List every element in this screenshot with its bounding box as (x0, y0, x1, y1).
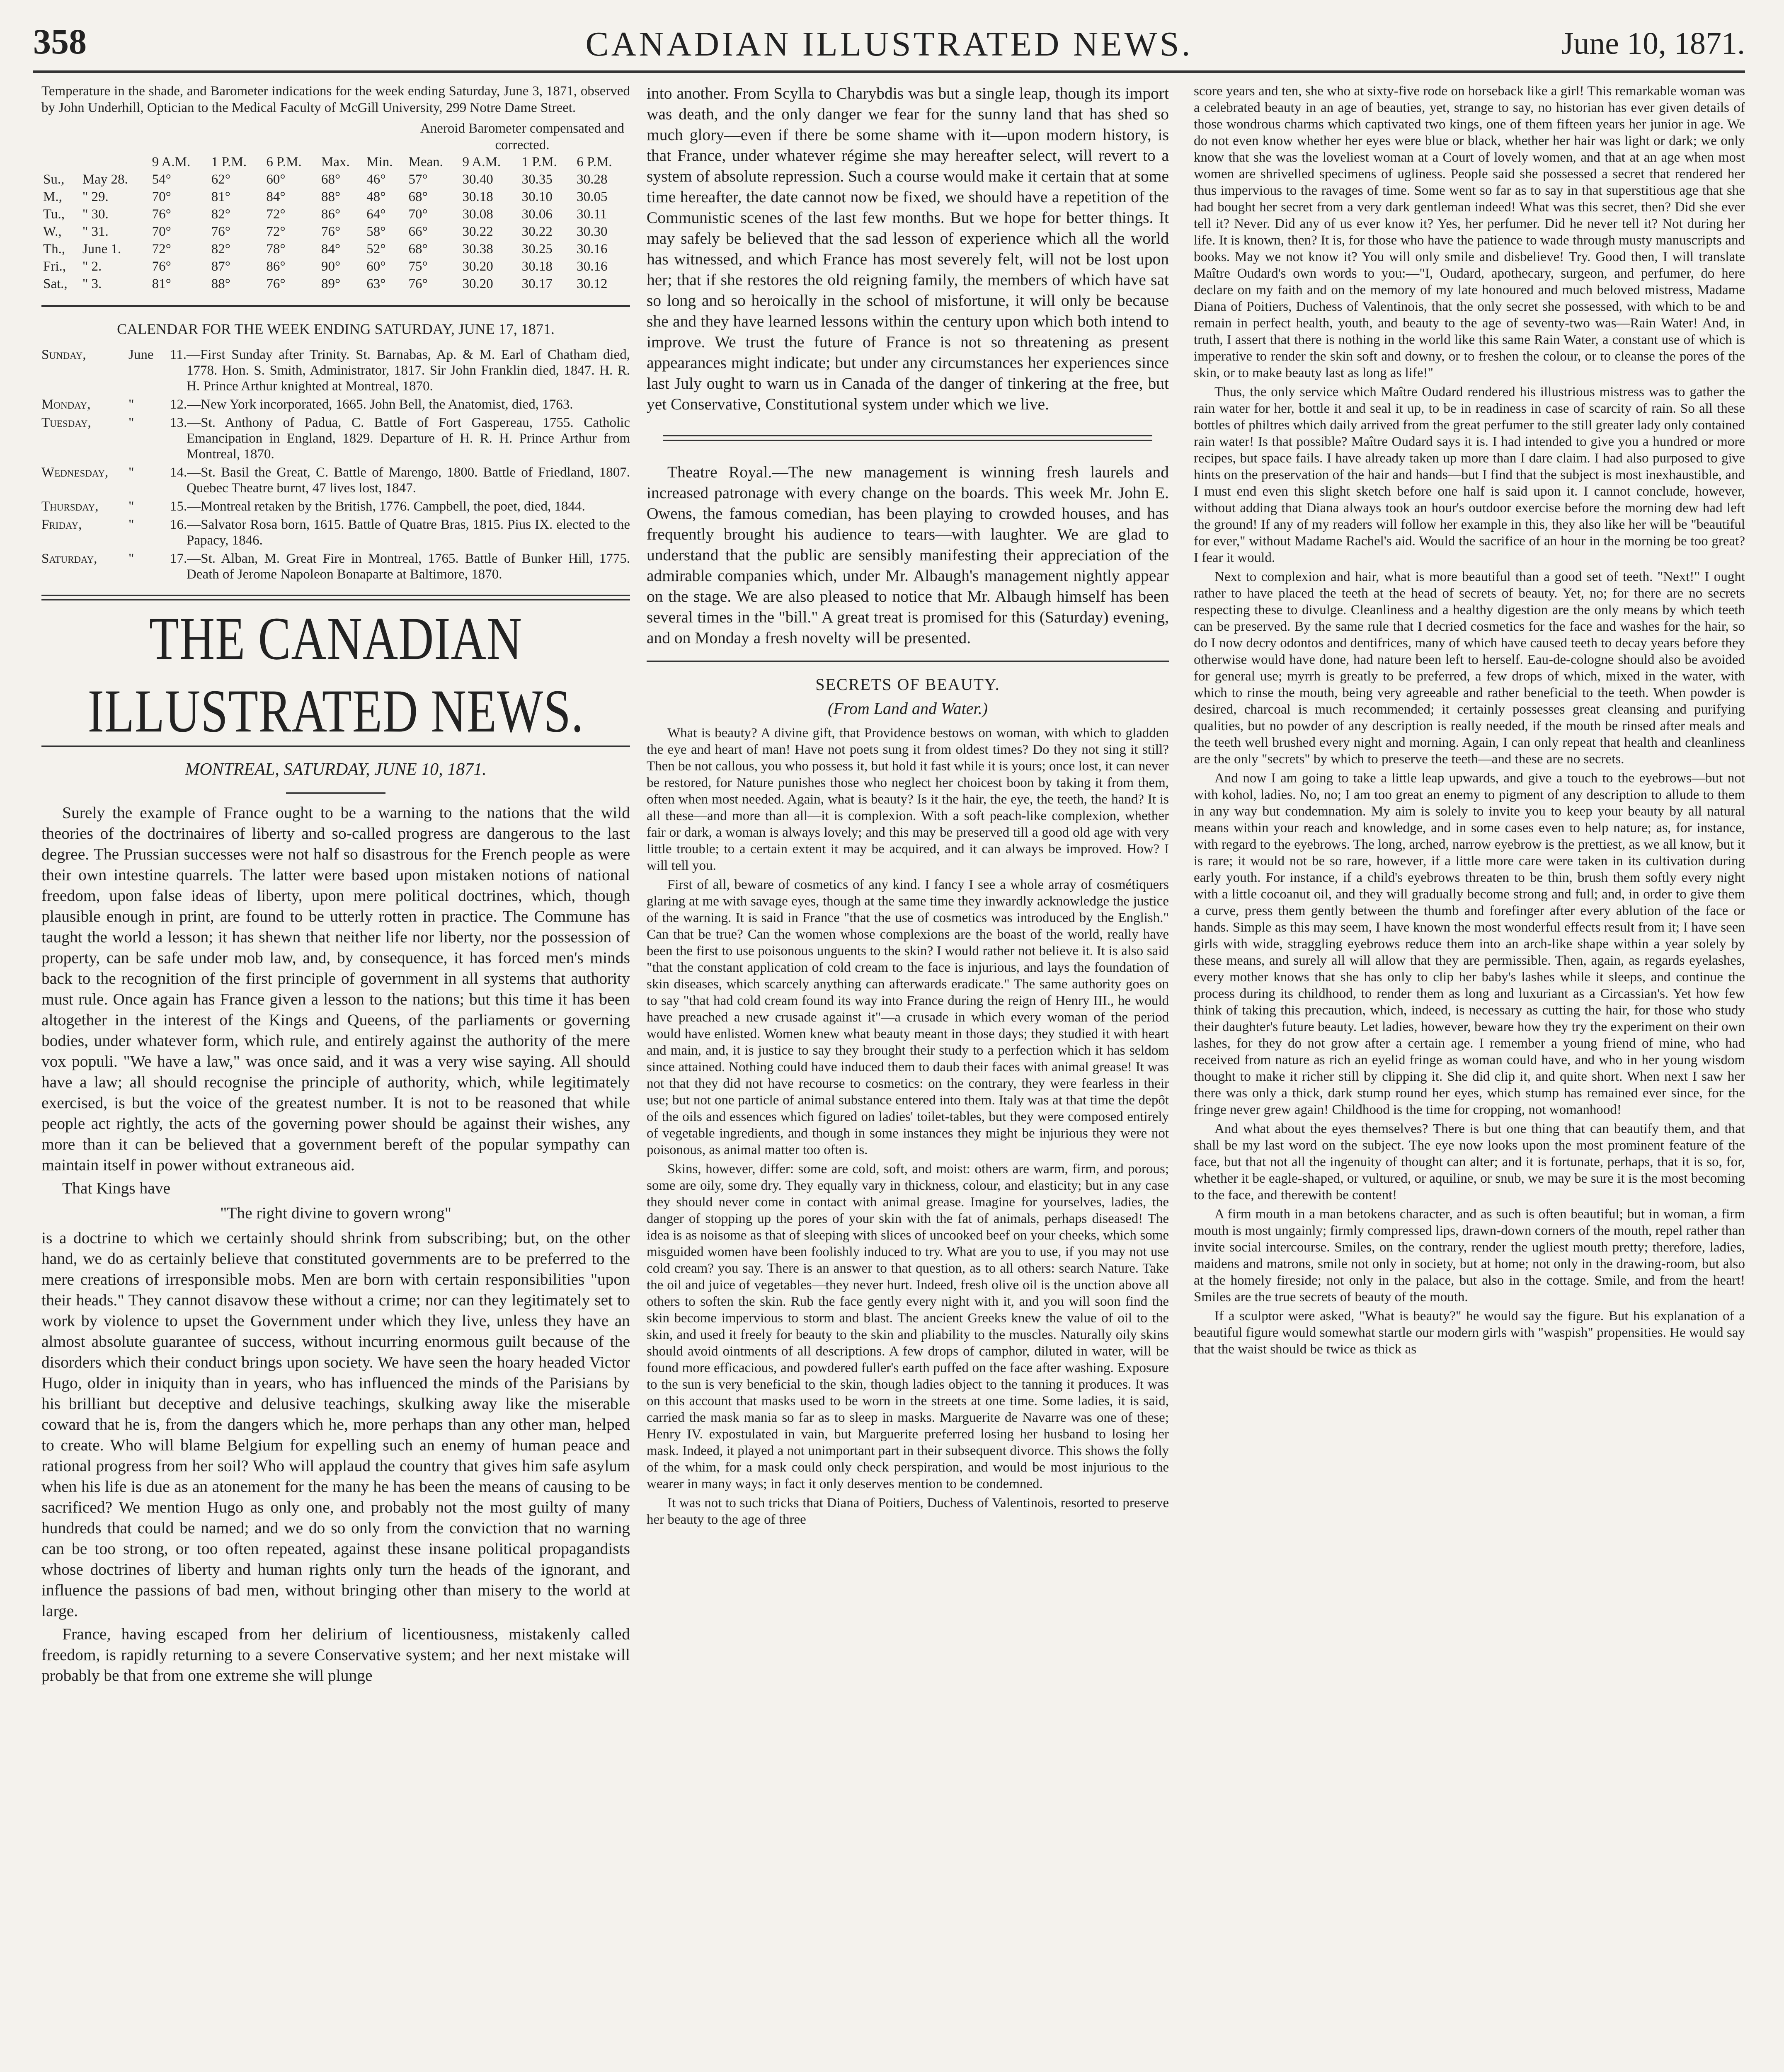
editorial-paragraph: France, having escaped from her delirium of licentiousness, mistakenly called freedom, is rapidly returning to a severe Conservative system; and her next mistake will probably be that from one extreme she will plunge (41, 1625, 630, 1685)
calendar-day: Thursday, (41, 499, 99, 514)
weather-cell: June 1. (82, 242, 121, 257)
calendar-day: Monday, (41, 397, 91, 412)
section-divider (41, 305, 630, 307)
calendar-text: 12.—New York incorporated, 1665. John Bell, the Anatomist, died, 1763. (170, 397, 573, 412)
weather-cell: Th., (43, 242, 65, 257)
weather-header-row (41, 153, 630, 171)
editorial-paragraph: into another. From Scylla to Charybdis was but a single leap, though its import was death, and the only danger we fear for the sunny land that has shed so much glory—even if there be some shame with it—upon modern history, is that France, under whatever régime she may hereafter select, will revert to a system of absolute repression. Such a course would make it certain that at some time hereafter, the date cannot now be fixed, we should have a repetition of the Communistic scenes of the last few months. But we hope for better things. It may safely be believed that the sad lesson of experience which all the world has witnessed, and which France has most severely felt, will not be lost upon her; that if she restores the old reigning family, the members of which have sat so long and so heroically in the school of misfortune, it will only be because she and they have learned lessons within the century upon which both intend to improve. We trust the future of France is not so threatening as present appearances might indicate; but under any circumstances her experiences since last July ought to warn us in Canada of the danger of tinkering at the free, but yet Conservative, Constitutional system under which we live. (647, 84, 1169, 413)
weather-cell: " 30. (82, 207, 109, 222)
running-title: CANADIAN ILLUSTRATED NEWS. (585, 25, 1193, 63)
beauty-paragraph: If a sculptor were asked, "What is beauty?" he would say the figure. But his explanation of a beautiful figure would somewhat startle our modern girls with "waspish" propensities. He would say that the waist should be twice as thick as (1194, 1309, 1745, 1357)
weather-cell: 89° (321, 276, 341, 291)
weather-cell: 82° (211, 207, 230, 222)
weather-cell: May 28. (82, 172, 128, 187)
weather-header-cell: 1 P.M. (211, 155, 247, 169)
weather-cell: " 3. (82, 276, 102, 291)
weather-row (41, 275, 630, 293)
weather-row (41, 171, 630, 188)
editorial-paragraph: Surely the example of France ought to be a warning to the nations that the wild theories of the doctrinaires of liberty and so-called progress are dangerous to the last degree. The Prussian successes were not half so disastrous for the French people as were their own intestine quarrels. The latter were based upon mistaken notions of national freedom, upon false ideas of liberty, upon mere political doctrines, which, though plausible enough in print, are found to be utterly rotten in practice. The Commune has taught the world a lesson; it has shewn that neither life nor liberty, nor the possession of property, can be safe under mob law, and, by consequence, it has forced men's minds back to the recognition of the first principle of government in all systems that authority must rule. Once again has France given a lesson to the nations; but this time it has been altogether in the interest of the Kings and Queens, of the parliaments or governing bodies, under whatever form, which rule, and entirely against the authority of the mere vox populi. "We have a law," was once said, and it was a very wise saying. All should have a law; all should recognise the principle of authority, which, while legitimately exercised, is but the voice of the greatest number. It is not to be reasoned that while people act rightly, the acts of the governing power should be against their wishes, any more than it can be believed that a government bereft of the popular sympathy can maintain itself in power without extraneous aid. (41, 804, 630, 1174)
calendar-list (41, 347, 630, 582)
weather-header-cell: Mean. (408, 155, 443, 169)
weather-cell: 76° (211, 224, 230, 239)
weather-cell: 30.22 (462, 224, 493, 239)
beauty-paragraph: A firm mouth in a man betokens character, and as such is often beautiful; but in woman, a firm mouth is most ungainly; firmly compressed lips, drawn-down corners of the mouth, repel rather than invite social intercourse. Smiles, on the contrary, render the ugliest mouth pretty; therefore, ladies, maidens and matrons, smile not only in society, but at home; not only in the drawing-room, but also at the homely fireside; not only in the palace, but also in the cottage. Smile, and from the heart! Smiles are the true secrets of beauty of the mouth. (1194, 1207, 1745, 1305)
issue-date: June 10, 1871. (1561, 26, 1745, 61)
calendar-entry (41, 347, 630, 394)
weather-cell: 30.20 (462, 276, 493, 291)
weather-cell: 30.40 (462, 172, 493, 187)
weather-cell: 76° (152, 259, 171, 274)
weather-cell: 30.16 (577, 242, 608, 257)
weather-cell: Su., (43, 172, 65, 187)
weather-cell: 60° (366, 259, 386, 274)
calendar-entry (41, 465, 630, 496)
weather-cell: Tu., (43, 207, 65, 222)
weather-header-cell: 1 P.M. (521, 155, 557, 169)
weather-cell: 90° (321, 259, 341, 274)
weather-cell: 68° (408, 242, 428, 257)
weather-cell: 86° (321, 207, 341, 222)
weather-cell: 57° (408, 172, 428, 187)
editorial-dateline: MONTREAL, SATURDAY, JUNE 10, 1871. (185, 760, 487, 779)
theatre-notice: Theatre Royal.—The new management is winning fresh laurels and increased patronage with every change on the boards. This week Mr. John E. Owens, the famous comedian, has been playing to crowded houses, and has frequently brought his audience to tears—with laughter. We are glad to understand that the public are sensibly manifesting their appreciation of the admirable companies which, under Mr. Albaugh's management nightly appear on the stage. We are also pleased to notice that Mr. Albaugh himself has been several times in the "bill." A great treat is promised for this (Saturday) evening, and on Monday a fresh novelty will be presented. (647, 463, 1169, 647)
weather-rows (41, 171, 630, 293)
weather-cell: 84° (321, 242, 341, 257)
editorial-paragraph: is a doctrine to which we certainly should shrink from subscribing; but, on the other hand, we do as certainly believe that constituted governments are to be preferred to the mere creations of irresponsible mobs. Men are born with certain responsibilities "upon their heads." They cannot disavow these without a crime; nor can they legitimately set to work by violence to upset the Government under which they live, unless they have an almost absolute guarantee of success, without incurring enormous guilt because of the disorders which their conduct brings upon society. We have seen the hoary headed Victor Hugo, older in iniquity than in years, who has influenced the minds of the Parisians by his brilliant but deceptive and delusive teachings, skulking away like the miserable coward that he is, from the dangers which he, more perhaps than any other man, helped to create. Who will blame Belgium for expelling such an enemy of human peace and rational progress from her soil? Who will applaud the country that gives him safe asylum when his life is due as an atonement for the many he has been the means of causing to be sacrificed? We mention Hugo as only one, and probably not the most guilty of many hundreds that could be named; and we do so only from the conviction that no warning can be too strong, or too often repeated, against these insane political propagandists whose doctrines of liberty and human rights only turn the heads of the ignorant, and influence the passions of bad men, without bringing other than misery to the world at large. (41, 1229, 630, 1620)
short-rule (286, 792, 385, 794)
weather-cell: M., (43, 189, 62, 204)
column-3 (1194, 83, 1745, 2072)
calendar-text: 11.—First Sunday after Trinity. St. Barnabas, Ap. & M. Earl of Chatham died, 1778. Hon. S. Smith, Administrator, 1817. Sir John Franklin died, 1847. H. R. H. Prince Arthur knighted at Montreal, 1870. (170, 347, 630, 394)
weather-cell: 52° (366, 242, 386, 257)
weather-cell: 30.18 (462, 189, 493, 204)
weather-cell: 87° (211, 259, 230, 274)
weather-cell: 30.12 (577, 276, 608, 291)
weather-cell: 72° (266, 207, 286, 222)
weather-cell: 70° (408, 207, 428, 222)
weather-cell: 30.10 (521, 189, 553, 204)
weather-cell: 68° (408, 189, 428, 204)
weather-cell: 63° (366, 276, 386, 291)
calendar-day: Saturday, (41, 551, 97, 566)
weather-cell: 30.20 (462, 259, 493, 274)
beauty-paragraph: It was not to such tricks that Diana of Poitiers, Duchess of Valentinois, resorted to preserve her beauty to the age of three (647, 1496, 1169, 1527)
calendar-text: 17.—St. Alban, M. Great Fire in Montreal, 1765. Battle of Bunker Hill, 1775. Death of Jerome Napoleon Bonaparte at Baltimore, 1870. (170, 551, 630, 582)
weather-header-cell: 9 A.M. (462, 155, 501, 169)
weather-cell: 30.17 (521, 276, 553, 291)
weather-cell: 30.30 (577, 224, 608, 239)
weather-cell: 70° (152, 189, 171, 204)
calendar-text: 13.—St. Anthony of Padua, C. Battle of Fort Gaspereau, 1755. Catholic Emancipation in England, 1829. Departure of H. R. H. Prince Arthur from Montreal, 1870. (170, 415, 630, 462)
calendar-text: 16.—Salvator Rosa born, 1615. Battle of Quatre Bras, 1815. Pius IX. elected to the Papacy, 1846. (170, 517, 630, 548)
weather-cell: 81° (152, 276, 171, 291)
calendar-month: " (128, 465, 134, 480)
weather-cell: W., (43, 224, 62, 239)
double-rule (41, 595, 630, 600)
weather-header-cell (81, 153, 150, 171)
beauty-paragraph: First of all, beware of cosmetics of any kind. I fancy I see a whole array of cosmétiquers glaring at me with savage eyes, though at the same time they inwardly acknowledge the justice of the warning. It is said in France "that the use of cosmetics was introduced by the English." Can that be true? Can the women whose complexions are the boast of the world, really have been the first to use poisonous unguents to the skin? I would rather not believe it. It is also said "that the constant application of cold cream to the face is injurious, and lays the foundation of skin diseases, which scarcely anything can afterwards eradicate." The same authority goes on to say "that had cold cream found its way into France during the reign of Henry III., he would have preached a new crusade against it"—a crusade in which every woman of the period would have enlisted. Women knew what beauty meant in those days; they studied it with heart and main, and, it is justice to say they brought their study to a perfection which it has seldom since attained. Nothing could have induced them to daub their faces with animal grease! It was not that they did not have recourse to cosmetics: on the contrary, they were fearless in their use; but not one particle of animal substance entered into them. Italy was at that time the depôt of the oils and essences which figured on ladies' toilet-tables, but they were composed entirely of vegetable ingredients, and though in some instances they might be injurious they were not poisonous, as animal matter too often is. (647, 877, 1169, 1157)
weather-cell: 75° (408, 259, 428, 274)
calendar-month: " (128, 551, 134, 566)
aneroid-note: Aneroid Barometer compensated and corrected. (420, 121, 625, 152)
weather-header-cell: 9 A.M. (152, 155, 191, 169)
weather-header-cell: 6 P.M. (577, 155, 612, 169)
weather-row (41, 240, 630, 258)
weather-cell: 64° (366, 207, 386, 222)
weather-cell: 30.11 (577, 207, 607, 222)
weather-cell: " 29. (82, 189, 109, 204)
calendar-text: 15.—Montreal retaken by the British, 1776. Campbell, the poet, died, 1844. (170, 499, 585, 514)
beauty-paragraph: score years and ten, she who at sixty-five rode on horseback like a girl! This remarkable woman was a celebrated beauty in an age of beauties, yet, strange to say, no historian has ever given details of those wondrous charms which captivated two kings, one of them fifteen years her junior in age. We do not even know whether her eyes were blue or black, whether her hair was light or dark; we only know that she was the loveliest woman at a Court of lovely women, and that at an age when most women are shrivelled specimens of ugliness. People said she possessed a secret that rendered her thus impervious to the ravages of time. Some went so far as to say in that superstitious age that she had bought her secret from a very dark gentleman indeed! What was this secret, then? Did she ever tell it? Never. Did any of us ever know it? Yes, her perfumer. Did he never tell it? Not during her life. It is known, then? It is, for those who have the patience to wade through musty manuscripts and books. May we not know it? You will only smile and disbelieve! Try. Good then, I will translate Maître Oudard's own words to you:—"I, Oudard, apothecary, surgeon, and perfumer, do here declare on my faith and on the memory of my late honoured and much beloved mistress, Madame Diana of Poitiers, Duchess of Valentinois, that the only secret she possessed, with which to be and remain in perfect health, youth, and beauty to the age of seventy-two was—Rain Water! And, in truth, I assert that there is nothing in the world like this same Rain Water, a constant use of which is imperative to render the skin soft and downy, or to freshen the colour, or to cleanse the pores of the skin, or to make beauty last as long as life!" (1194, 84, 1745, 380)
weather-header-cell: Min. (366, 155, 393, 169)
weather-row (41, 258, 630, 275)
weather-cell: 30.25 (521, 242, 553, 257)
weather-row (41, 188, 630, 206)
weather-cell: 30.08 (462, 207, 493, 222)
beauty-paragraph: Skins, however, differ: some are cold, soft, and moist: others are warm, firm, and porous; some are oily, some dry. They equally vary in thickness, colour, and elasticity; but in any case they should never come in contact with animal grease. Imagine for yourselves, ladies, the danger of stopping up the pores of your skin with the fat of animals, perhaps diseased! The idea is as noisome as that of sleeping with slices of uncooked beef on your cheeks, which some misguided women have been foolishly induced to try. What are you to use, if you may not use cold cream? you say. There is an answer to that question, as to all others: search Nature. Take the oil and juice of vegetables—they never hurt. Indeed, fresh olive oil is the unction above all others to soften the skin. Rub the face gently every night with it, and you will soon find the skin become impervious to storm and blast. The ancient Greeks knew the value of oil to the skin, and used it freely for beauty to the skin and pliability to the muscles. Naturally oily skins should avoid ointments of all descriptions. A few drops of camphor, diluted in water, will be found more efficacious, and powdered fuller's earth puffed on the face after washing. Exposure to the sun is very beneficial to the skin, though ladies object to the tanning it produces. It was on this account that masks used to be worn in the streets at one time. Some ladies, it is said, carried the mask mania so far as to sleep in masks. Marguerite de Navarre was one of these; Henry IV. expostulated in vain, but Marguerite preferred losing her husband to losing her mask. Indeed, it played a not unimportant part in their subsequent divorce. This shows the folly of the whim, for a mask could only check perspiration, and would be most injurious to the wearer in many ways; in fact it only deserves mention to be condemned. (647, 1162, 1169, 1491)
weather-cell: 60° (266, 172, 286, 187)
weather-cell: Fri., (43, 259, 66, 274)
calendar-entry (41, 517, 630, 548)
editorial-paragraph: That Kings have (62, 1179, 171, 1197)
weather-table (41, 153, 630, 293)
double-rule (663, 435, 1152, 441)
weather-cell: 30.16 (577, 259, 608, 274)
weather-cell: 88° (321, 189, 341, 204)
calendar-month: June (128, 347, 154, 362)
calendar-day: Friday, (41, 517, 82, 532)
weather-cell: 30.35 (521, 172, 553, 187)
calendar-day: Wednesday, (41, 465, 109, 480)
weather-row (41, 206, 630, 223)
weather-header-cell (41, 153, 81, 171)
weather-cell: 30.06 (521, 207, 553, 222)
beauty-paragraph: And now I am going to take a little leap upwards, and give a touch to the eyebrows—but not with kohol, ladies. No, no; I am too great an enemy to pigment of any description to allude to them in any way but condemnation. My aim is solely to invite you to keep your beauty by all natural means within your reach and knowledge, and in some cases even to help nature; as, for instance, with regard to the eyebrows. The long, arched, narrow eyebrow is the prettiest, as we all know, but it is rare; it would not be so rare, however, if a little more care were taken in its cultivation during early youth. For instance, if a child's eyebrows threaten to be thin, brush them softly every night with a little cocoanut oil, and they will gradually become strong and full; and, in order to give them a curve, press them gently between the thumb and forefinger after every ablution of the face or hands. Simple as this may seem, I have known the most wonderful effects result from it; I have seen girls with wide, straggling eyebrows reduce them into an arch-like shape within a year solely by these means, and surely all will allow that they are permissible. Then, again, as regards eyelashes, every mother knows that she has only to clip her baby's lashes while it sleeps, and continue the process during its childhood, to render them as long and luxuriant as a Circassian's. Yet how few think of taking this precaution, which, indeed, is necessary as cutting the hair, for those who study their daughter's future beauty. Let ladies, however, beware how they try the experiment on their own lashes, for they do not grow after a certain age. I remember a young friend of mine, who had received from nature as rich an eyelid fringe as woman could have, and who in her young wisdom thought to make it richer still by clipping it. She did clip it, and quite short. When next I saw her there was only a thick, dark stump round her eyes, which stump has remained ever since, for the fringe never grew again! Childhood is the time for cropping, not womanhood! (1194, 771, 1745, 1117)
calendar-entry (41, 397, 630, 412)
beauty-source: (From Land and Water.) (828, 699, 988, 718)
weather-cell: 76° (152, 207, 171, 222)
weather-header-cell: 6 P.M. (266, 155, 302, 169)
weather-cell: 78° (266, 242, 286, 257)
calendar-day: Tuesday, (41, 415, 91, 430)
weather-cell: 30.22 (521, 224, 553, 239)
beauty-paragraph: And what about the eyes themselves? There is but one thing that can beautify them, and that shall be my last word on the subject. The eye now looks upon the most prominent feature of the face, but that not all the ingenuity of thought can alter; and it is fortunate, perhaps, that it is so, for, whether it be eagle-shaped, or vultured, or aquiline, or snub, we may be sure it is the most becoming to the face, and therewith be content! (1194, 1121, 1745, 1203)
calendar-month: " (128, 517, 134, 532)
weather-cell: 76° (266, 276, 286, 291)
beauty-paragraph: Thus, the only service which Maître Oudard rendered his illustrious mistress was to gather the rain water for her, bottle it and seal it up, to be in readiness in case of scarcity of rain. So all these bottles of philtres which daily arrived from the great perfumer to the still greater lady only contained rain water! Is that possible? Maître Oudard says it is. I had intended to give you a hundred or more recipes, but space fails. I have already taken up more than I dare claim. I had also purposed to give hints on the preservation of the hair and hands—but I find that the subject is most inexhaustible, and I must end even this slight sketch before one half is said upon it. I cannot conclude, however, without adding that Diana always took an hour's outdoor exercise before the morning dew had left the ground! If any of my readers will follow her example in this, they also like her will be "beautiful for ever," without Madame Rachel's aid. Would the sacrifice of an hour in the morning be too great? I fear it would. (1194, 385, 1745, 565)
calendar-text: 14.—St. Basil the Great, C. Battle of Marengo, 1800. Battle of Friedland, 1807. Quebec Theatre burnt, 47 lives lost, 1847. (170, 465, 630, 496)
beauty-body-col2 (647, 725, 1169, 1528)
calendar-month: " (128, 397, 134, 412)
weather-cell: 84° (266, 189, 286, 204)
beauty-paragraph: What is beauty? A divine gift, that Providence bestows on woman, with which to gladden the eye and heart of man! Have not poets sung it from oldest times? Do they not sing it still? Then be not callous, you who possess it, but hold it fast while it is yours; once lost, it can never be restored, for Nature punishes those who neglect her choicest boon by taking it from them, often when most needed. Again, what is beauty? Is it the hair, the eye, the teeth, the hand? It is all these—and more than all—it is complexion. With a soft peach-like complexion, whether fair or dark, a woman is always lovely; and this may be preserved till a good old age with very little trouble; to a certain extent it may be acquired, and it can always be improved. How? I will tell you. (647, 726, 1169, 873)
weather-cell: 72° (266, 224, 286, 239)
weather-cell: 68° (321, 172, 341, 187)
weather-cell: 82° (211, 242, 230, 257)
weather-cell: 66° (408, 224, 428, 239)
section-divider (647, 661, 1169, 662)
weather-cell: 54° (152, 172, 171, 187)
calendar-entry (41, 415, 630, 462)
calendar-month: " (128, 415, 134, 430)
editorial-quote: "The right divine to govern wrong" (220, 1204, 451, 1222)
calendar-entry (41, 551, 630, 582)
beauty-title: SECRETS OF BEAUTY. (815, 675, 1000, 694)
weather-cell: 72° (152, 242, 171, 257)
weather-cell: 30.05 (577, 189, 608, 204)
beauty-paragraph: Next to complexion and hair, what is more beautiful than a good set of teeth. "Next!" I ought rather to have placed the teeth at the head of secrets of beauty. Yet, no; for there are no secrets respecting these to divulge. Cleanliness and a healthy digestion are the only means by which teeth can be preserved. By the same rule that I decried cosmetics for the face and washes for the hair, so do I now decry odontos and dentifrices, many of which have caused teeth to decay years before they otherwise would have done, had nature been left to herself. Eau-de-cologne should also be avoided for general use; myrrh is greatly to be preferred, a few drops of which, mixed in the water, with which to rinse the mouth, being very agreeable and rather beneficial to the teeth. When powder is desired, charcoal is much recommended; it certainly possesses great cleansing and purifying qualities, but no powder of any description is really needed, if the mouth be rinsed after meals and the teeth well brushed every night and morning. Again, I can only repeat that health and cleanliness are the only "secrets" by which to preserve the teeth—and these are no secrets. (1194, 569, 1745, 767)
weather-cell: 76° (321, 224, 341, 239)
weather-cell: " 2. (82, 259, 102, 274)
weather-cell: 76° (408, 276, 428, 291)
column-2 (647, 83, 1169, 2072)
weather-cell: 62° (211, 172, 230, 187)
weather-cell: 30.38 (462, 242, 493, 257)
weather-cell: 88° (211, 276, 230, 291)
calendar-title: CALENDAR FOR THE WEEK ENDING SATURDAY, JUNE 17, 1871. (117, 321, 555, 337)
weather-cell: 81° (211, 189, 230, 204)
weather-cell: 86° (266, 259, 286, 274)
calendar-entry (41, 499, 630, 514)
page-number: 358 (33, 22, 87, 61)
weather-cell: Sat., (43, 276, 68, 291)
calendar-day: Sunday, (41, 347, 86, 362)
weather-intro: Temperature in the shade, and Barometer indications for the week ending Saturday, June 3, 1871, observed by John Underhill, Optician to the Medical Faculty of McGill University, 299 Notre Dame Street. (41, 84, 630, 115)
paper-title: THE CANADIAN ILLUSTRATED NEWS. (87, 605, 584, 745)
weather-header-cell: Max. (321, 155, 350, 169)
weather-cell: 30.18 (521, 259, 553, 274)
weather-cell: 58° (366, 224, 386, 239)
weather-row (41, 223, 630, 240)
column-1 (41, 83, 630, 2072)
weather-cell: 70° (152, 224, 171, 239)
masthead (33, 17, 1745, 73)
weather-cell: " 31. (82, 224, 109, 239)
weather-cell: 48° (366, 189, 386, 204)
weather-cell: 30.28 (577, 172, 608, 187)
weather-cell: 46° (366, 172, 386, 187)
calendar-month: " (128, 499, 134, 514)
